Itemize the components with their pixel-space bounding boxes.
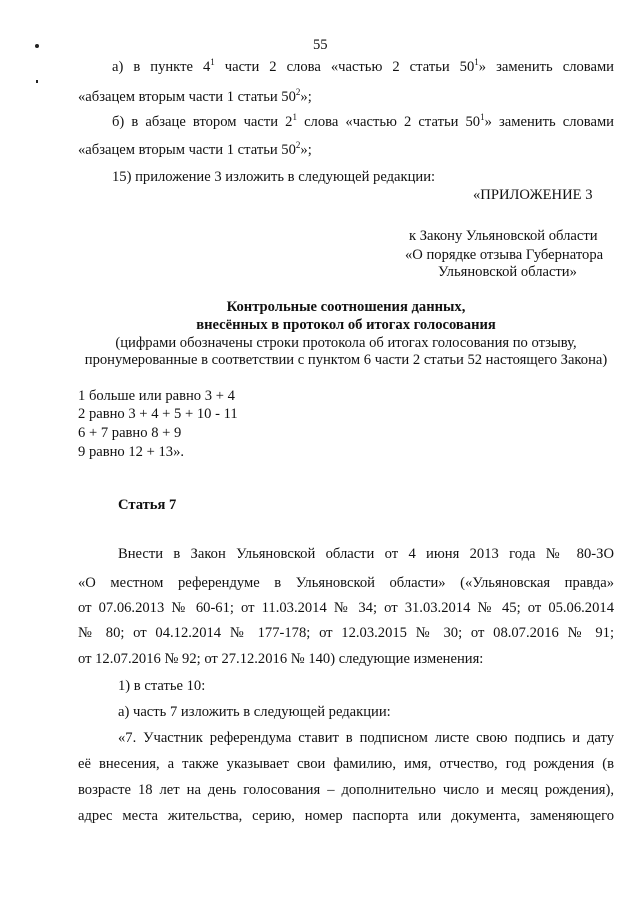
article-body-line-2: «О местном референдуме в Ульяновской области» («Ульяновская правда» <box>78 575 614 591</box>
relation-2: 2 равно 3 + 4 + 5 + 10 - 11 <box>78 406 238 422</box>
quote-line-2: её внесения, а также указывает свои фамилию, имя, отчество, год рождения (в <box>78 756 614 772</box>
scan-speck <box>36 80 38 83</box>
heading-note-2: пронумерованные в соответствии с пунктом 6 части 2 статьи 52 настоящего Закона) <box>84 352 608 368</box>
appendix-title: «ПРИЛОЖЕНИЕ 3 <box>473 187 593 203</box>
article-body-line-5: от 12.07.2016 № 92; от 27.12.2016 № 140) следующие изменения: <box>78 651 484 667</box>
heading-bold-2: внесённых в протокол об итогах голосования <box>196 317 496 333</box>
item-1: 1) в статье 10: <box>118 678 206 694</box>
appendix-ref-1: к Закону Ульяновской области <box>409 228 598 244</box>
item-a: а) часть 7 изложить в следующей редакции: <box>118 704 391 720</box>
appendix-ref-2: «О порядке отзыва Губернатора <box>405 247 604 263</box>
article-body-line-1: Внести в Закон Ульяновской области от 4 июня 2013 года № 80-ЗО <box>118 546 614 562</box>
article-body-line-4: № 80; от 04.12.2014 № 177-178; от 12.03.2015 № 30; от 08.07.2016 № 91; <box>78 625 614 641</box>
page-number: 55 <box>313 37 328 53</box>
para-b-line-2: «абзацем вторым части 1 статьи $50^2$»; <box>78 140 312 158</box>
relation-3: 6 + 7 равно 8 + 9 <box>78 425 182 441</box>
quote-line-1: «7. Участник референдума ставит в подписном листе свою подпись и дату <box>118 730 614 746</box>
article-title: Статья 7 <box>118 497 177 513</box>
quote-line-4: адрес места жительства, серию, номер паспорта или документа, заменяющего <box>78 808 614 824</box>
heading-bold-1: Контрольные соотношения данных, <box>226 299 466 315</box>
para-b-line-1: б) в абзаце втором части $2^1$ слова «частью 2 статьи $50^1$» заменить словами <box>112 112 614 130</box>
para-a-line-2: «абзацем вторым части 1 статьи $50^2$»; <box>78 87 312 105</box>
relation-4: 9 равно 12 + 13». <box>78 444 185 460</box>
scan-speck <box>35 44 39 48</box>
appendix-ref-3: Ульяновской области» <box>438 264 577 280</box>
para-a-line-1: а) в пункте $4^1$ части 2 слова «частью 2 статьи $50^1$» заменить словами <box>112 57 614 75</box>
article-body-line-3: от 07.06.2013 № 60-61; от 11.03.2014 № 34; от 31.03.2014 № 45; от 05.06.2014 <box>78 600 614 616</box>
item-15: 15) приложение 3 изложить в следующей редакции: <box>112 169 436 185</box>
relation-1: 1 больше или равно 3 + 4 <box>78 388 235 404</box>
quote-line-3: возрасте 18 лет на день голосования – дополнительно число и месяц рождения), <box>78 782 614 798</box>
heading-note-1: (цифрами обозначены строки протокола об итогах голосования по отзыву, <box>115 335 577 351</box>
